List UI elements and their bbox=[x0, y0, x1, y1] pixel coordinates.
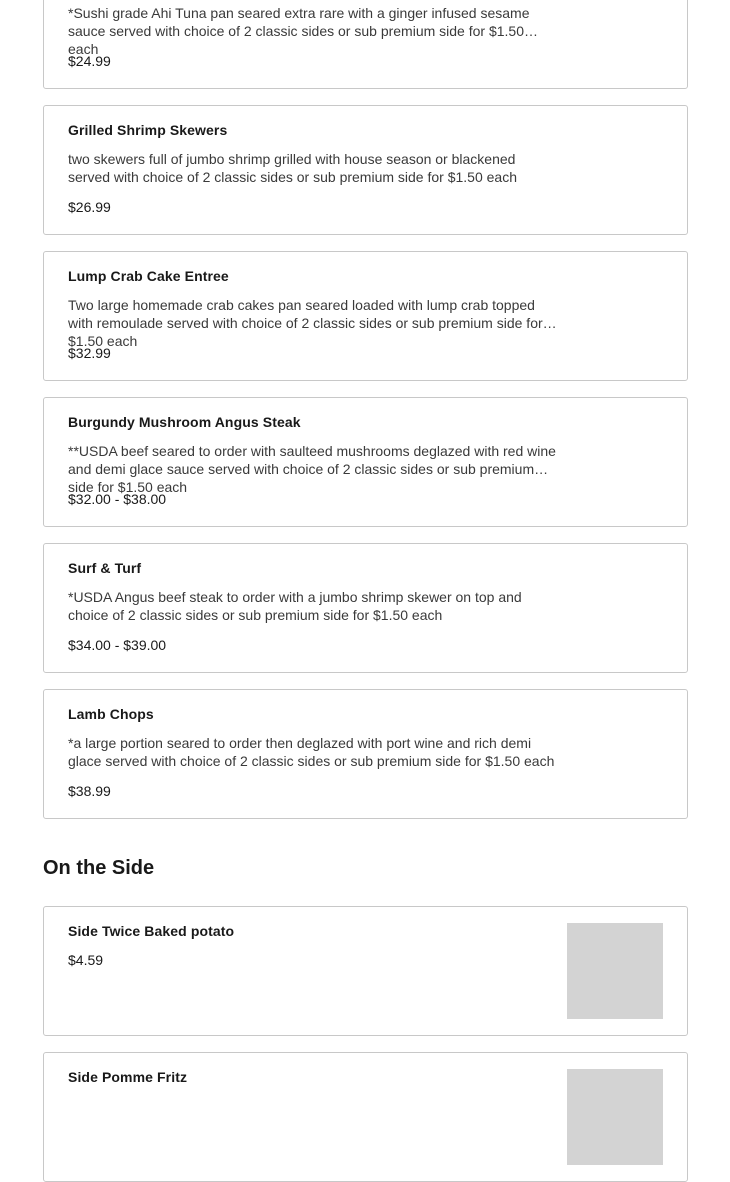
section-title: On the Side bbox=[43, 857, 155, 879]
menu-item-description: two skewers full of jumbo shrimp grilled with house season or blackened served with choice of 2 classic sides or sub premium side for $1.50 each bbox=[68, 151, 517, 185]
menu-item-card[interactable] bbox=[43, 689, 688, 819]
menu-item-price: $26.99 bbox=[68, 199, 111, 215]
menu-item-card[interactable] bbox=[43, 251, 688, 381]
item-image-placeholder bbox=[567, 923, 663, 1019]
side-item-card[interactable] bbox=[43, 906, 688, 1036]
menu-item-name: Lump Crab Cake Entree bbox=[68, 268, 229, 284]
side-item-card[interactable] bbox=[43, 1052, 688, 1182]
menu-item-price: $24.99 bbox=[68, 53, 111, 69]
menu-item-name: Side Pomme Fritz bbox=[68, 1069, 188, 1085]
menu-item-card[interactable] bbox=[43, 0, 688, 89]
menu-item-name: Grilled Shrimp Skewers bbox=[68, 122, 228, 138]
menu-item-card[interactable] bbox=[43, 397, 688, 527]
menu-item-name: Surf & Turf bbox=[68, 560, 142, 576]
menu-item-description: *Sushi grade Ahi Tuna pan seared extra rare with a ginger infused sesame sauce served with choice of 2 classic sides or sub premium side for $1.50 each bbox=[68, 5, 530, 57]
menu-item-description: *USDA Angus beef steak to order with a jumbo shrimp skewer on top and choice of 2 classic sides or sub premium side for $1.50 each bbox=[68, 589, 522, 623]
menu-item-description: Two large homemade crab cakes pan seared loaded with lump crab topped with remoulade served with choice of 2 classic sides or sub premium side for $1.50 each bbox=[68, 297, 543, 349]
menu-item-description: *a large portion seared to order then deglazed with port wine and rich demi glace served with choice of 2 classic sides or sub premium side for $1.50 each bbox=[68, 735, 555, 769]
item-image-placeholder bbox=[567, 1069, 663, 1165]
menu-item-name: Lamb Chops bbox=[68, 706, 154, 722]
menu-item-price: $34.00 - $39.00 bbox=[68, 637, 167, 653]
menu-item-description: **USDA beef seared to order with saulteed mushrooms deglazed with red wine and demi glace sauce served with choice of 2 classic sides or sub premium side for $1.50 each bbox=[68, 443, 556, 495]
menu-item-name: Side Twice Baked potato bbox=[68, 923, 235, 939]
menu-item-card[interactable] bbox=[43, 105, 688, 235]
menu-item-price: $32.00 - $38.00 bbox=[68, 491, 167, 507]
menu-item-price: $32.99 bbox=[68, 345, 111, 361]
menu-item-card[interactable] bbox=[43, 543, 688, 673]
menu-item-price: $4.59 bbox=[68, 952, 104, 968]
menu-item-name: Burgundy Mushroom Angus Steak bbox=[68, 414, 301, 430]
menu-item-price: $38.99 bbox=[68, 783, 111, 799]
